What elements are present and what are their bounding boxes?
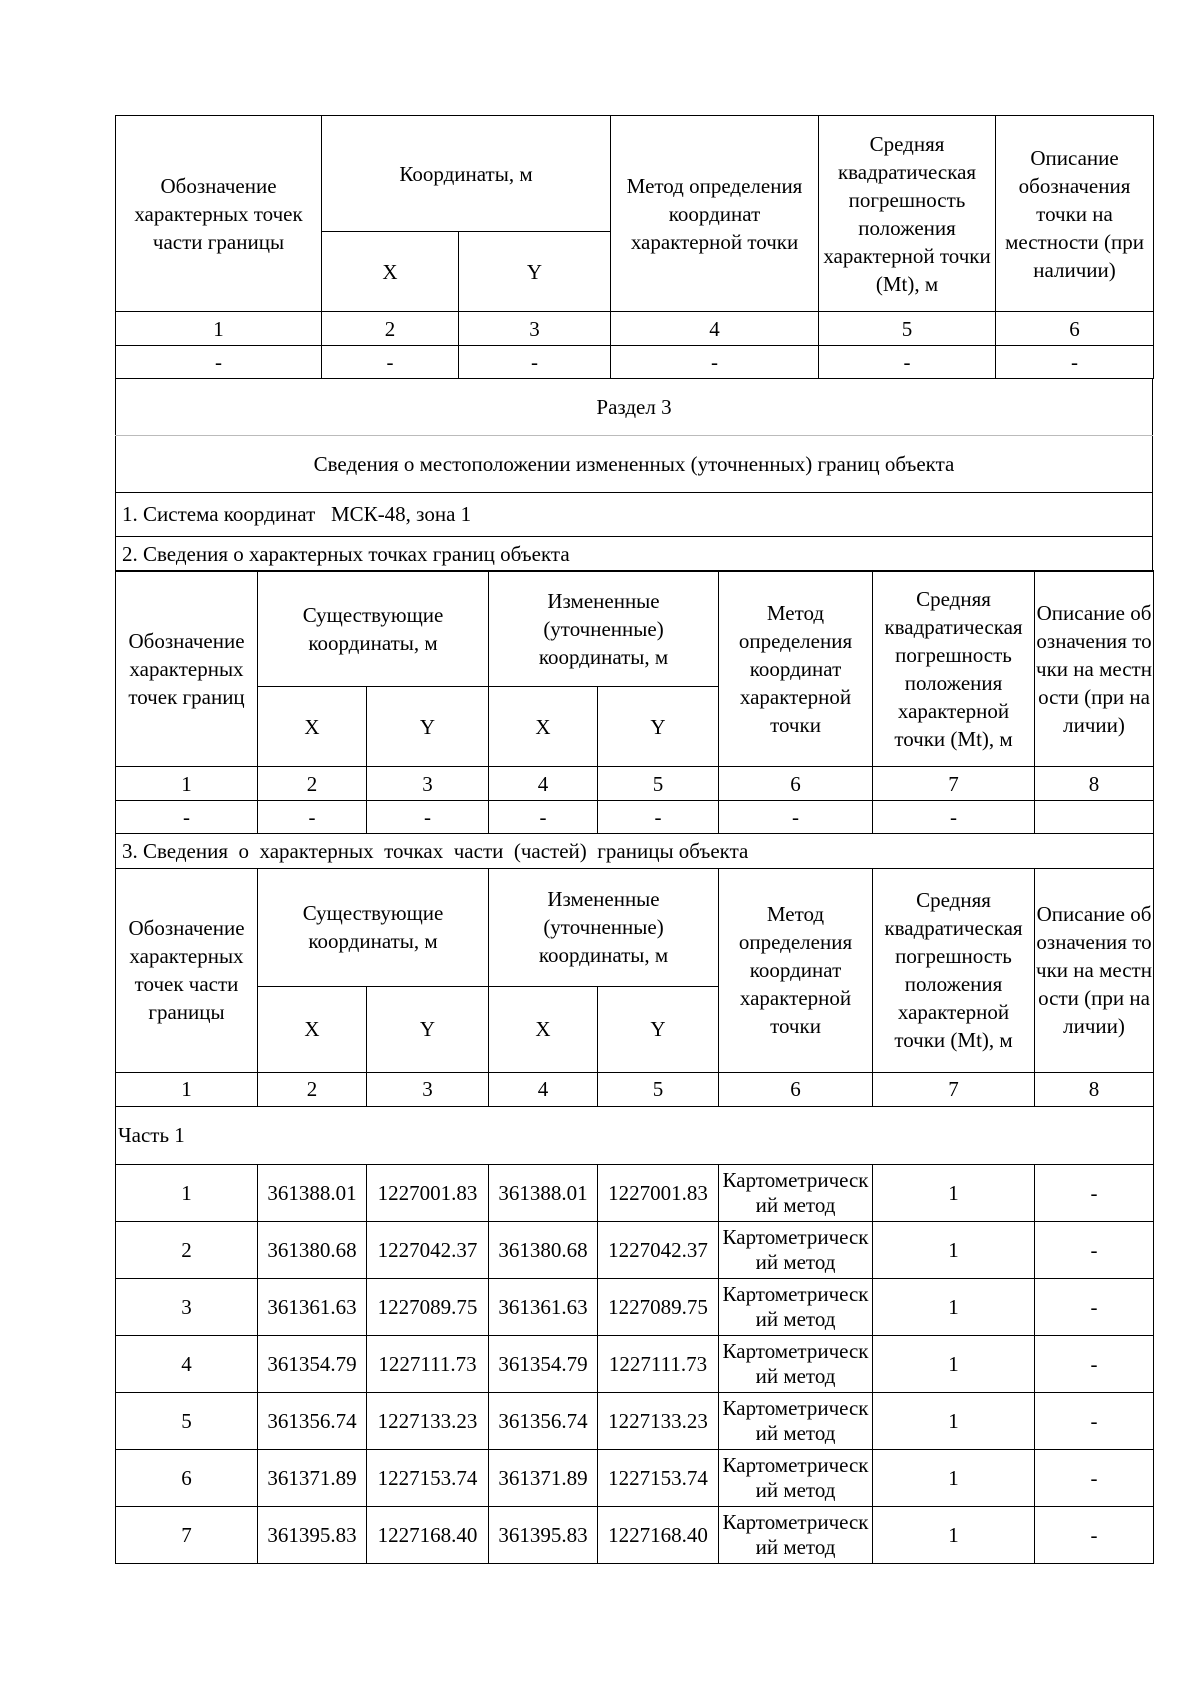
table-row — [116, 801, 1154, 834]
changed-x: 361388.01 — [489, 1164, 598, 1221]
table-row — [116, 1335, 1154, 1392]
method: Картометрический метод — [719, 1506, 873, 1563]
accuracy: 1 — [873, 1221, 1035, 1278]
header-existing: Существующие координаты, м — [258, 868, 489, 986]
header-accuracy: Средняя квадратическая погрешность положения характерной точки (Mt), м — [873, 571, 1035, 767]
cell: - — [116, 801, 258, 834]
accuracy: 1 — [873, 1392, 1035, 1449]
col-num: 5 — [598, 1072, 719, 1106]
existing-y: 1227153.74 — [367, 1449, 489, 1506]
accuracy: 1 — [873, 1449, 1035, 1506]
method: Картометрический метод — [719, 1164, 873, 1221]
section-subtitle: Сведения о местоположении измененных (уточненных) границ объекта — [116, 435, 1153, 492]
point-number: 3 — [116, 1278, 258, 1335]
col-num: 5 — [598, 767, 719, 801]
section-title: Раздел 3 — [116, 378, 1153, 435]
table-row — [116, 346, 1154, 379]
accuracy: 1 — [873, 1506, 1035, 1563]
method: Картометрический метод — [719, 1278, 873, 1335]
existing-y: 1227133.23 — [367, 1392, 489, 1449]
point-number: 7 — [116, 1506, 258, 1563]
cell: - — [367, 801, 489, 834]
existing-x: 361380.68 — [258, 1221, 367, 1278]
cell: - — [116, 346, 322, 379]
col-num: 1 — [116, 312, 322, 346]
header-x: X — [258, 986, 367, 1072]
section3-heading — [115, 378, 1153, 572]
cell: - — [322, 346, 459, 379]
col-num: 7 — [873, 767, 1035, 801]
cell: - — [598, 801, 719, 834]
method: Картометрический метод — [719, 1221, 873, 1278]
coordinate-system: 1. Система координат МСК-48, зона 1 — [116, 492, 1153, 536]
cell: - — [719, 801, 873, 834]
changed-x: 361356.74 — [489, 1392, 598, 1449]
changed-y: 1227133.23 — [598, 1392, 719, 1449]
header-x: X — [489, 986, 598, 1072]
changed-y: 1227111.73 — [598, 1335, 719, 1392]
existing-x: 361356.74 — [258, 1392, 367, 1449]
col-num: 2 — [258, 1072, 367, 1106]
cell: - — [819, 346, 996, 379]
point-number: 6 — [116, 1449, 258, 1506]
col-num: 5 — [819, 312, 996, 346]
header-y: Y — [598, 687, 719, 767]
point-number: 4 — [116, 1335, 258, 1392]
col-num: 1 — [116, 1072, 258, 1106]
table-row — [116, 1278, 1154, 1335]
table-row — [116, 1392, 1154, 1449]
changed-x: 361395.83 — [489, 1506, 598, 1563]
existing-y: 1227089.75 — [367, 1278, 489, 1335]
accuracy: 1 — [873, 1335, 1035, 1392]
changed-x: 361371.89 — [489, 1449, 598, 1506]
header-accuracy: Средняя квадратическая погрешность положения характерной точки (Mt), м — [873, 868, 1035, 1072]
header-description: Описание обозначения точки на местности (при наличии) — [1035, 571, 1154, 767]
method: Картометрический метод — [719, 1449, 873, 1506]
header-coords: Координаты, м — [322, 116, 611, 232]
header-y: Y — [367, 986, 489, 1072]
part-points-caption: 3. Сведения о характерных точках части (частей) границы объекта — [116, 834, 1154, 869]
cell: - — [459, 346, 611, 379]
header-existing: Существующие координаты, м — [258, 571, 489, 687]
description: - — [1035, 1392, 1154, 1449]
document-page — [115, 115, 1153, 1564]
col-num: 2 — [322, 312, 459, 346]
col-num: 2 — [258, 767, 367, 801]
col-num: 7 — [873, 1072, 1035, 1106]
description: - — [1035, 1449, 1154, 1506]
header-y: Y — [598, 986, 719, 1072]
description: - — [1035, 1506, 1154, 1563]
col-num: 1 — [116, 767, 258, 801]
header-point: Обозначение характерных точек части границы — [116, 116, 322, 312]
cell: - — [873, 801, 1035, 834]
existing-x: 361361.63 — [258, 1278, 367, 1335]
description: - — [1035, 1221, 1154, 1278]
method: Картометрический метод — [719, 1335, 873, 1392]
description: - — [1035, 1335, 1154, 1392]
existing-x: 361388.01 — [258, 1164, 367, 1221]
part-rows — [116, 1164, 1154, 1563]
header-method: Метод определения координат характерной точки — [719, 571, 873, 767]
existing-x: 361371.89 — [258, 1449, 367, 1506]
changed-y: 1227042.37 — [598, 1221, 719, 1278]
part-boundary-points-table — [115, 868, 1154, 1564]
existing-y: 1227001.83 — [367, 1164, 489, 1221]
table-row — [116, 1164, 1154, 1221]
boundary-points-table — [115, 570, 1154, 869]
header-x: X — [489, 687, 598, 767]
col-num: 4 — [611, 312, 819, 346]
part-boundary-points-table-prev — [115, 115, 1154, 379]
header-point: Обозначение характерных точек границ — [116, 571, 258, 767]
header-point: Обозначение характерных точек части границы — [116, 868, 258, 1072]
changed-x: 361380.68 — [489, 1221, 598, 1278]
existing-y: 1227168.40 — [367, 1506, 489, 1563]
existing-y: 1227111.73 — [367, 1335, 489, 1392]
col-num: 6 — [719, 767, 873, 801]
table-row — [116, 1449, 1154, 1506]
accuracy: 1 — [873, 1278, 1035, 1335]
table-row — [116, 1221, 1154, 1278]
cell: - — [996, 346, 1154, 379]
col-num: 6 — [996, 312, 1154, 346]
changed-y: 1227001.83 — [598, 1164, 719, 1221]
changed-x: 361354.79 — [489, 1335, 598, 1392]
cell: - — [258, 801, 367, 834]
existing-x: 361354.79 — [258, 1335, 367, 1392]
col-num: 4 — [489, 1072, 598, 1106]
header-description: Описание обозначения точки на местности (при наличии) — [1035, 868, 1154, 1072]
method: Картометрический метод — [719, 1392, 873, 1449]
cell: - — [489, 801, 598, 834]
boundary-points-caption: 2. Сведения о характерных точках границ объекта — [116, 536, 1153, 571]
header-method: Метод определения координат характерной точки — [719, 868, 873, 1072]
cell — [1035, 801, 1154, 834]
header-description: Описание обозначения точки на местности (при наличии) — [996, 116, 1154, 312]
col-num: 3 — [367, 1072, 489, 1106]
point-number: 5 — [116, 1392, 258, 1449]
header-changed: Измененные (уточненные) координаты, м — [489, 571, 719, 687]
header-x: X — [322, 232, 459, 312]
col-num: 4 — [489, 767, 598, 801]
col-num: 3 — [459, 312, 611, 346]
changed-y: 1227168.40 — [598, 1506, 719, 1563]
changed-y: 1227089.75 — [598, 1278, 719, 1335]
col-num: 6 — [719, 1072, 873, 1106]
header-x: X — [258, 687, 367, 767]
description: - — [1035, 1164, 1154, 1221]
header-changed: Измененные (уточненные) координаты, м — [489, 868, 719, 986]
cell: - — [611, 346, 819, 379]
column-number-row — [116, 767, 1154, 801]
col-num: 8 — [1035, 767, 1154, 801]
existing-y: 1227042.37 — [367, 1221, 489, 1278]
table-row — [116, 1506, 1154, 1563]
column-number-row — [116, 1072, 1154, 1106]
existing-x: 361395.83 — [258, 1506, 367, 1563]
header-accuracy: Средняя квадратическая погрешность положения характерной точки (Mt), м — [819, 116, 996, 312]
description: - — [1035, 1278, 1154, 1335]
part-label: Часть 1 — [116, 1106, 1154, 1164]
col-num: 3 — [367, 767, 489, 801]
point-number: 1 — [116, 1164, 258, 1221]
header-y: Y — [367, 687, 489, 767]
changed-x: 361361.63 — [489, 1278, 598, 1335]
changed-y: 1227153.74 — [598, 1449, 719, 1506]
col-num: 8 — [1035, 1072, 1154, 1106]
header-y: Y — [459, 232, 611, 312]
accuracy: 1 — [873, 1164, 1035, 1221]
column-number-row — [116, 312, 1154, 346]
point-number: 2 — [116, 1221, 258, 1278]
header-method: Метод определения координат характерной точки — [611, 116, 819, 312]
